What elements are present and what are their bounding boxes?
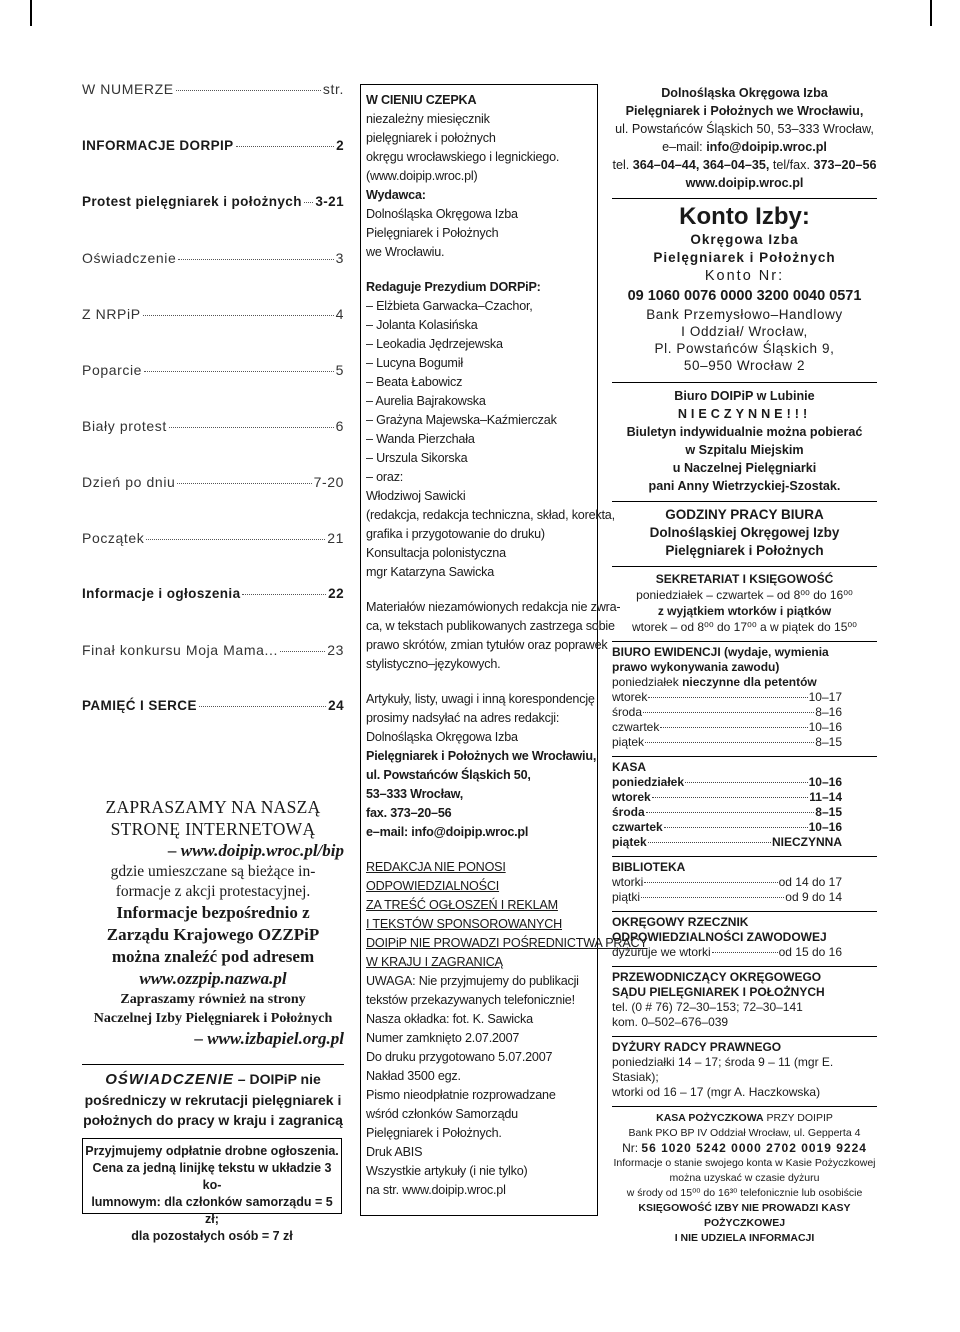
oswiadczenie-box	[82, 1064, 344, 1130]
schedule-day: środa	[612, 805, 645, 819]
toc-item-page: 3	[335, 250, 344, 266]
ads-line: lumnowym: dla członków samorządu = 5 zł;	[91, 1195, 333, 1226]
editorial-address	[366, 747, 597, 842]
toc-item-dots	[169, 427, 334, 428]
schedule-row	[612, 835, 842, 850]
bank-account-box	[612, 198, 877, 374]
toc-header	[82, 81, 344, 97]
promo-bold-line: można znaleźć pod adresem	[111, 947, 315, 966]
masthead-notes-line: Wszystkie artykuły (i nie tylko)	[366, 1164, 528, 1178]
schedule-day: czwartek	[612, 820, 663, 834]
schedule-row	[612, 805, 842, 820]
hours-line: Pielęgniarek i Położnych	[665, 543, 824, 558]
records-office-box	[612, 641, 877, 750]
toc-item-dots	[236, 146, 335, 147]
toc-item-title: Protest pielęgniarek i położnych	[82, 194, 302, 209]
schedule-time: 8–16	[815, 705, 842, 719]
secretariat-line: poniedziałek – czwartek – od 8⁰⁰ do 16⁰⁰	[636, 588, 853, 602]
toc-item-page: 23	[327, 642, 344, 658]
schedule-day: wtorek	[612, 790, 651, 804]
masthead-notes-line: Do druku przygotowano 5.07.2007	[366, 1050, 553, 1064]
masthead-ed-line: – Beata Łabowicz	[366, 375, 463, 389]
records-title: BIURO EWIDENCJI (wydaje, wymienia	[612, 645, 829, 659]
promo-url-izbapiel[interactable]: – www.izbapiel.org.pl	[194, 1029, 344, 1048]
masthead-subb-line: 53–333 Wrocław,	[366, 787, 464, 801]
masthead-pub-line: Dolnośląska Okręgowa Izba	[366, 207, 518, 221]
masthead-desc-line: pielęgniarek i położnych	[366, 131, 496, 145]
lubin-line: pani Anny Wietrzyckiej-Szostak.	[648, 479, 841, 493]
chamber-address: ul. Powstańców Śląskich 50, 53–333 Wrocław,	[615, 122, 874, 136]
promo-bold-line: Informacje bezpośrednio z	[116, 903, 310, 922]
schedule-day: piątki	[612, 890, 641, 904]
lubin-office-box	[612, 382, 877, 495]
secretariat-line: wtorek – od 8⁰⁰ do 17⁰⁰ a w piątek do 15⁰⁰	[632, 620, 857, 634]
masthead-ed-line: Włodziwoj Sawicki	[366, 489, 466, 503]
toc-item-page: 21	[327, 530, 344, 546]
toc-item	[82, 530, 344, 546]
oswiadczenie-rest: – DOIPiP nie	[233, 1071, 321, 1087]
schedule-time: od 9 do 14	[785, 890, 842, 904]
masthead-uns-line: prawo skrótów, zmian tytułów oraz poprawek	[366, 638, 608, 652]
toc-item-dots	[199, 706, 326, 707]
toc-item-page: 3-21	[315, 194, 344, 209]
schedule-row	[612, 790, 842, 805]
oswiadczenie-line: położnych do pracy w kraju i zagranicą	[83, 1112, 343, 1128]
toc-item	[82, 698, 344, 713]
masthead-notes-line: tekstów przekazywanych telefonicznie!	[366, 993, 575, 1007]
toc-item-page: 4	[335, 306, 344, 322]
toc-item-title: INFORMACJE DORPIP	[82, 138, 234, 153]
masthead-ed-line: mgr Katarzyna Sawicka	[366, 565, 495, 579]
toc-item-page: 2	[336, 138, 344, 153]
masthead-subb-line: Pielęgniarek i Położnych we Wrocławiu,	[366, 749, 597, 763]
schedule-day: czwartek	[612, 720, 660, 734]
schedule-time: 10–16	[808, 775, 842, 789]
schedule-dots	[641, 897, 784, 898]
toc-item-title: Finał konkursu Moja Mama...	[82, 642, 278, 658]
masthead-uns-line: Materiałów niezamówionych redakcja nie zwra-	[366, 600, 621, 614]
masthead-uns-line: stylistyczno–językowych.	[366, 657, 501, 671]
court-chair-mobile: kom. 0–502–676–039	[612, 1015, 729, 1029]
toc-item-page: 24	[328, 698, 344, 713]
chamber-name: Dolnośląska Okręgowa Izba	[661, 86, 828, 100]
schedule-dots	[685, 782, 808, 783]
promo-line: gdzie umieszczane są bieżące in-	[110, 863, 316, 880]
oswiadczenie-line-1	[82, 1069, 344, 1090]
classified-ads-box	[82, 1138, 342, 1243]
schedule-dots	[660, 727, 807, 728]
records-title-2: prawo wykonywania zawodu)	[612, 660, 780, 674]
toc-header-dots	[176, 90, 321, 91]
promo-small-line: Naczelnej Izby Pielęgniarek i Położnych	[93, 1011, 333, 1026]
secretariat-title: SEKRETARIAT I KSIĘGOWOŚĆ	[655, 572, 834, 586]
email-label: e–mail:	[662, 140, 707, 154]
toc-item-dots	[143, 315, 334, 316]
account-number: 09 1060 0076 0000 3200 0040 0571	[627, 288, 862, 304]
toc-item-title: Dzień po dniu	[82, 474, 176, 490]
schedule-day: wtorki	[612, 875, 644, 889]
schedule-row	[612, 890, 842, 905]
toc-item	[82, 138, 344, 153]
cash-desk-title: KASA	[612, 760, 647, 774]
toc-item-page: 22	[328, 586, 344, 601]
account-title: Konto Izby:	[679, 203, 810, 230]
bank-postcode: 50–950 Wrocław 2	[683, 358, 806, 373]
toc-header-title: W NUMERZE	[82, 81, 174, 97]
masthead-sub-line: Dolnośląska Okręgowa Izba	[366, 730, 518, 744]
bank-name: Bank Przemysłowo–Handlowy	[646, 307, 843, 322]
ombudsman-box	[612, 911, 877, 960]
toc-item-title: Biały protest	[82, 418, 167, 434]
toc-item-title: Informacje i ogłoszenia	[82, 586, 241, 601]
masthead-title: W CIENIU CZEPKA	[366, 93, 477, 107]
schedule-dots	[646, 812, 815, 813]
loan-fund-line: w środy od 15⁰⁰ do 16³⁰ telefonicznie lub osobiście	[626, 1187, 863, 1199]
masthead-dis-line: REDAKCJA NIE PONOSI	[366, 860, 506, 874]
email-value[interactable]: info@doipip.wroc.pl	[706, 140, 827, 154]
masthead-notes-line: Numer zamknięto 2.07.2007	[366, 1031, 520, 1045]
masthead-notes-line: Nakład 3500 egz.	[366, 1069, 461, 1083]
toc-item-dots	[242, 594, 326, 595]
fax-value: 373–20–56	[813, 158, 877, 172]
schedule-time: 8–15	[815, 735, 842, 749]
toc-item-title: Z NRPiP	[82, 306, 141, 322]
masthead-subb-line: e–mail: info@doipip.wroc.pl	[366, 825, 529, 839]
toc-item-dots	[146, 539, 325, 540]
toc-item-dots	[280, 651, 325, 652]
toc-item	[82, 250, 344, 266]
ombudsman-day: dyżuruje we wtorki	[612, 945, 711, 959]
masthead-dis-line: W KRAJU I ZAGRANICĄ	[366, 955, 503, 969]
unsolicited-note	[366, 598, 621, 674]
publisher-block	[366, 205, 597, 262]
masthead-ed-line: – Jolanta Kolasińska	[366, 318, 478, 332]
editors-label: Redaguje Prezydium DORPiP:	[366, 280, 541, 294]
masthead-dis-line: I TEKSTÓW SPONSOROWANYCH	[366, 917, 563, 931]
masthead-ed-line: – Grażyna Majewska–Kaźmierczak	[366, 413, 557, 427]
secretariat-box	[612, 566, 877, 635]
toc-item-title: PAMIĘĆ I SERCE	[82, 698, 197, 713]
loan-fund-bank: Bank PKO BP IV Oddział Wrocław, ul. Gepperta 4	[628, 1127, 861, 1139]
library-schedule	[612, 875, 877, 905]
schedule-time: 11–14	[809, 790, 842, 804]
ads-line: Cena za jedną linijkę tekstu w układzie 3 ko-	[92, 1161, 332, 1192]
lubin-closed: NIECZYNNE!!!	[677, 407, 812, 421]
masthead-ed-line: – Leokadia Jędrzejewska	[366, 337, 503, 351]
masthead-notes-line: Pismo nieodpłatnie rozprowadzane	[366, 1088, 556, 1102]
schedule-row	[612, 735, 842, 750]
ombudsman-title-2: ODPOWIEDZIALNOŚCI ZAWODOWEJ	[612, 930, 827, 944]
toc-item	[82, 194, 344, 209]
masthead-desc-line: (www.doipip.wroc.pl)	[366, 169, 478, 183]
toc-item	[82, 418, 344, 434]
schedule-day: środa	[612, 705, 643, 719]
records-note-closed: nieczynne dla petentów	[682, 675, 817, 689]
lubin-line: u Naczelnej Pielęgniarki	[672, 461, 817, 475]
schedule-day: poniedziałek	[612, 775, 685, 789]
account-holder-2: Pielęgniarek i Położnych	[653, 250, 836, 265]
masthead-subb-line: fax. 373–20–56	[366, 806, 452, 820]
toc-item-dots	[177, 483, 311, 484]
legal-advisor-line: poniedziałki 14 – 17; środa 9 – 11 (mgr E. Stasiak);	[612, 1055, 834, 1084]
promo-url-bip[interactable]: – www.doipip.wroc.pl/bip	[167, 841, 344, 860]
toc-item-title: Poparcie	[82, 362, 143, 378]
loan-account-number: 56 1020 5242 0000 2702 0019 9224	[641, 1141, 867, 1155]
schedule-day: wtorek	[612, 690, 648, 704]
masthead-notes-line: Pielęgniarek i Położnych.	[366, 1126, 502, 1140]
editors-block	[366, 297, 615, 582]
schedule-row	[612, 705, 842, 720]
schedule-day: piątek	[612, 835, 647, 849]
submission-info	[366, 690, 597, 747]
lubin-line: w Szpitalu Miejskim	[685, 443, 804, 457]
toc-item-dots	[304, 202, 314, 203]
schedule-time: od 14 do 17	[778, 875, 842, 889]
records-schedule	[612, 690, 877, 750]
schedule-row	[612, 775, 842, 790]
promo-line: STRONĘ INTERNETOWĄ	[110, 819, 316, 839]
toc-item-title: Oświadczenie	[82, 250, 177, 266]
masthead-ed-line: – Elżbieta Garwacka–Czachor,	[366, 299, 533, 313]
schedule-row	[612, 820, 842, 835]
masthead-ed-line: – Urszula Sikorska	[366, 451, 468, 465]
promo-url-ozzpip[interactable]: www.ozzpip.nazwa.pl	[139, 969, 287, 988]
tel-value: 364–04–44, 364–04–35,	[632, 158, 770, 172]
schedule-time: NIECZYNNA	[771, 835, 842, 849]
masthead-ed-line: Konsultacja polonistyczna	[366, 546, 506, 560]
masthead-ed-line: – oraz:	[366, 470, 404, 484]
toc-item	[82, 474, 344, 490]
toc-item	[82, 362, 344, 378]
records-note	[612, 675, 877, 690]
schedule-dots	[645, 742, 814, 743]
cash-desk-box	[612, 756, 877, 850]
masthead-dis-line: ODPOWIEDZIALNOŚCI	[366, 879, 500, 893]
chamber-phone	[612, 156, 877, 174]
schedule-day: piątek	[612, 735, 645, 749]
court-chair-phone: tel. (0 # 76) 72–30–153; 72–30–141	[612, 1000, 803, 1014]
masthead-dis-line: DOIPiP NIE PROWADZI POŚREDNICTWA PRACY	[366, 936, 648, 950]
masthead-notes-line: Nasza okładka: fot. K. Sawicka	[366, 1012, 533, 1026]
masthead-dis-line: ZA TREŚĆ OGŁOSZEŃ I REKLAM	[366, 898, 558, 912]
schedule-dots	[648, 697, 807, 698]
toc-item	[82, 306, 344, 322]
masthead-pub-line: Pielęgniarek i Położnych	[366, 226, 499, 240]
toc-item-page: 6	[335, 418, 344, 434]
masthead-pub-line: we Wrocławiu.	[366, 245, 445, 259]
library-box	[612, 856, 877, 905]
bank-branch: I Oddział/ Wrocław,	[681, 324, 808, 339]
promo-small-line: Zapraszamy również na strony	[120, 992, 306, 1007]
masthead-ed-line: – Wanda Pierzchała	[366, 432, 475, 446]
lubin-title: Biuro DOIPiP w Lubinie	[674, 389, 815, 403]
loan-fund-line: I NIE UDZIELA INFORMACJI	[674, 1232, 815, 1244]
toc-item	[82, 586, 344, 601]
loan-fund-account	[612, 1141, 877, 1156]
masthead-description	[366, 110, 597, 186]
loan-fund-line: można uzyskać w czasie dyżuru	[669, 1172, 820, 1184]
masthead-notes-line: Druk ABIS	[366, 1145, 423, 1159]
account-holder: Okręgowa Izba	[690, 232, 799, 247]
masthead-notes-line: wśród członków Samorządu	[366, 1107, 518, 1121]
toc-item-page: 7-20	[313, 474, 344, 490]
chamber-email	[612, 138, 877, 156]
schedule-time: 10–16	[808, 820, 842, 834]
account-number-label: Konto Nr:	[704, 268, 785, 284]
toc-item-dots	[144, 371, 334, 372]
promo-bold-line: Zarządu Krajowego OZZPiP	[106, 925, 320, 944]
chamber-name-2: Pielęgniarek i Położnych we Wrocławiu,	[625, 104, 864, 118]
hours-line: Dolnośląskiej Okręgowej Izby	[649, 525, 840, 540]
schedule-time: 8–15	[815, 805, 842, 819]
office-hours-box	[612, 501, 877, 560]
chamber-header	[612, 84, 877, 192]
masthead-ed-line: – Lucyna Bogumił	[366, 356, 463, 370]
crop-mark-left	[30, 0, 32, 26]
schedule-time: 10–16	[808, 720, 842, 734]
loan-fund-name: KASA POŻYCZKOWA	[656, 1112, 764, 1124]
loan-fund-line: KSIĘGOWOŚĆ IZBY NIE PROWADZI KASY POŻYCZKOWEJ	[638, 1202, 851, 1229]
masthead-sub-line: Artykuły, listy, uwagi i inną korespondencję	[366, 692, 595, 706]
legal-advisor-line: wtorki od 16 – 17 (mgr A. Haczkowska)	[612, 1085, 821, 1099]
ombudsman-hours	[612, 945, 842, 960]
crop-mark-right	[930, 0, 932, 26]
masthead-uns-line: ca, w tekstach publikowanych zastrzega sobie	[366, 619, 615, 633]
schedule-dots	[644, 882, 777, 883]
hours-title: GODZINY PRACY BIURA	[665, 507, 824, 522]
schedule-dots	[652, 797, 809, 798]
masthead-notes-line: UWAGA: Nie przyjmujemy do publikacji	[366, 974, 579, 988]
oswiadczenie-line: pośredniczy w rekrutacji pielęgniarek i	[84, 1092, 342, 1108]
fax-label: tel/fax.	[769, 158, 814, 172]
legal-advisor-box	[612, 1036, 877, 1100]
ads-line: Przyjmujemy odpłatnie drobne ogłoszenia.	[85, 1144, 339, 1158]
schedule-dots	[648, 842, 771, 843]
loan-fund-suffix: PRZY DOIPIP	[763, 1112, 833, 1124]
masthead-ed-line: – Aurelia Bajrakowska	[366, 394, 486, 408]
masthead-ed-line: grafika i przygotowanie do druku)	[366, 527, 545, 541]
masthead-desc-line: niezależny miesięcznik	[366, 112, 490, 126]
masthead-ed-line: (redakcja, redakcja techniczna, skład, korekta,	[366, 508, 615, 522]
secretariat-line: z wyjątkiem wtorków i piątków	[657, 604, 832, 618]
ombudsman-time: od 15 do 16	[778, 945, 842, 959]
schedule-time: 10–17	[808, 690, 842, 704]
oswiadczenie-keyword: OŚWIADCZENIE	[105, 1071, 234, 1088]
loan-account-label: Nr:	[622, 1141, 642, 1155]
toc-item-page: 5	[335, 362, 344, 378]
lubin-line: Biuletyn indywidualnie można pobierać	[626, 425, 863, 439]
promo-line: formacje z akcji protestacyjnej.	[115, 883, 311, 900]
website-promo	[82, 796, 344, 1050]
loan-fund-title	[612, 1111, 877, 1126]
legal-advisor-title: DYŻURY RADCY PRAWNEGO	[612, 1040, 782, 1054]
masthead-notes-line: na str. www.doipip.wroc.pl	[366, 1183, 506, 1197]
court-chair-title-2: SĄDU PIELĘGNIAREK I POŁOŻNYCH	[612, 985, 825, 999]
cash-desk-schedule	[612, 775, 877, 850]
schedule-row	[612, 720, 842, 735]
library-title: BIBLIOTEKA	[612, 860, 686, 874]
tel-label: tel.	[612, 158, 633, 172]
court-chair-box	[612, 966, 877, 1030]
chamber-website[interactable]: www.doipip.wroc.pl	[685, 176, 804, 190]
masthead-desc-line: okręgu wrocławskiego i legnickiego.	[366, 150, 560, 164]
promo-line: ZAPRASZAMY NA NASZĄ	[105, 797, 321, 817]
schedule-dots	[664, 827, 808, 828]
masthead-sub-line: prosimy nadsyłać na adres redakcji:	[366, 711, 560, 725]
toc-item-dots	[178, 259, 333, 260]
toc-item-title: Początek	[82, 530, 145, 546]
ombudsman-title: OKRĘGOWY RZECZNIK	[612, 915, 749, 929]
bank-address: Pl. Powstańców Śląskich 9,	[654, 341, 835, 356]
masthead-subb-line: ul. Powstańców Śląskich 50,	[366, 768, 531, 782]
schedule-row	[612, 875, 842, 890]
schedule-row	[612, 690, 842, 705]
schedule-dots	[643, 712, 814, 713]
court-chair-title: PRZEWODNICZĄCY OKRĘGOWEGO	[612, 970, 822, 984]
publisher-label: Wydawca:	[366, 188, 426, 202]
loan-fund-line: Informacje o stanie swojego konta w Kasie Pożyczkowej	[613, 1157, 876, 1169]
contact-column	[612, 84, 877, 1246]
toc-header-page-label: str.	[322, 81, 344, 97]
publication-notes	[366, 972, 597, 1200]
toc-item	[82, 642, 344, 658]
records-note-day: poniedziałek	[612, 675, 683, 689]
ads-line: dla pozostałych osób = 7 zł	[131, 1229, 293, 1243]
loan-fund-box	[612, 1106, 877, 1246]
